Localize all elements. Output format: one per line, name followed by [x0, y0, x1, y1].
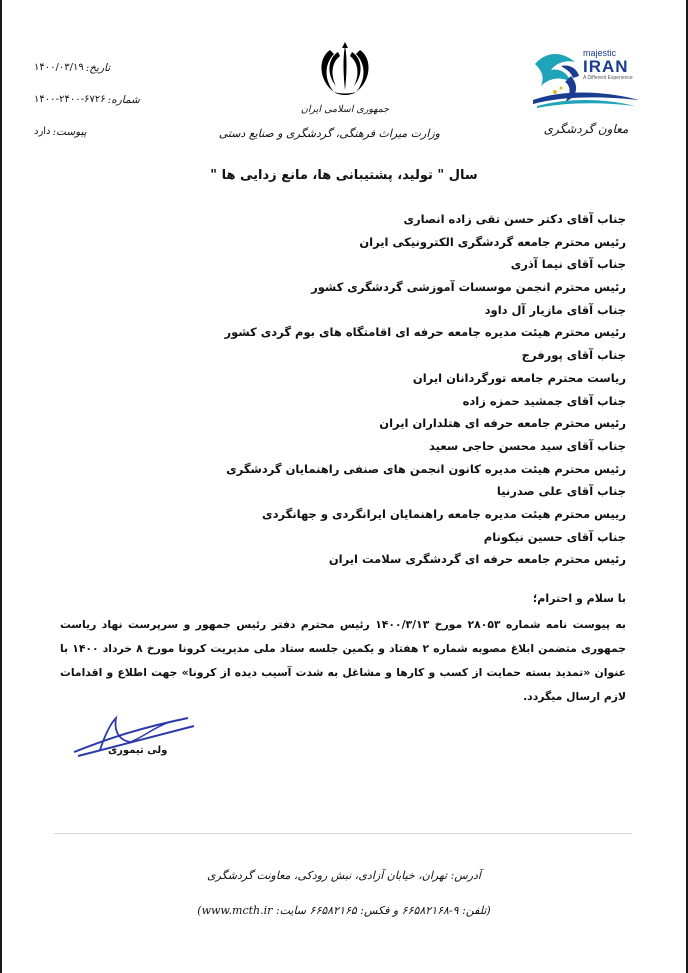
letter-body: به پیوست نامه شماره ۲۸۰۵۳ مورخ ۱۴۰۰/۳/۱۳ رئیس محترم دفتر رئیس جمهور و سرپرست نهاد ریاست جمهوری متضمن ابلاغ مصوبه شماره ۲ هفتاد و یکمین جلسه ستاد ملی مدیریت کرونا مورخ ۸ خرداد ۱۴۰۰ با عنوان «تمدید بسته حمایت از کسب و کارها و مشاغل به شدت آسیب دیده از کرونا» جهت اطلاع و اقدامات لازم ارسال میگردد.: [60, 618, 627, 703]
header-center: [218, 42, 440, 140]
recipient-line: ریاست محترم جامعه تورگردانان ایران: [412, 370, 626, 385]
brand-small-text: majestic: [583, 48, 617, 58]
signer-name: ولی تیموری: [108, 745, 168, 756]
handwritten-signature: [70, 712, 200, 772]
recipient-line: جناب آقای جمشید حمزه زاده: [462, 393, 626, 408]
recipient-line: رئیس محترم هیئت مدیره جامعه حرفه ای اقامتگاه های بوم گردی کشور: [224, 325, 626, 340]
recipient-list: [66, 208, 626, 571]
ministry-title: وزارت میراث فرهنگی، گردشگری و صنایع دستی: [218, 127, 440, 140]
year-slogan: سال " تولید، پشتیبانی ها، مانع زدایی ها ": [210, 168, 478, 183]
brand-wordmark: [583, 48, 633, 82]
header-right: [526, 42, 646, 136]
recipient-line: رییس محترم هیئت مدیره جامعه راهنمایان ایرانگردی و جهانگردی: [262, 506, 626, 521]
number-value: ۱۴۰۰-۲۴۰۰-۶۷۲۶: [34, 94, 106, 105]
recipient-line: جناب آقای پورفرج: [521, 348, 626, 363]
recipient-line: جناب آقای نیما آذری: [510, 257, 626, 272]
number-row: [34, 94, 154, 126]
date-row: [34, 62, 154, 94]
recipient-line: جناب آقای مازیار آل داود: [484, 302, 626, 317]
footer-address: آدرس: تهران، خیابان آزادی، نبش رودکی، معاونت گردشگری: [207, 869, 481, 882]
brand-big-text: IRAN: [583, 57, 629, 76]
recipient-line: جناب آقای علی صدرنیا: [496, 484, 626, 499]
recipient-line: جناب آقای سید محسن حاجی سعید: [429, 438, 626, 453]
date-value: ۱۴۰۰/۰۳/۱۹: [34, 62, 84, 73]
footer-divider: [54, 833, 632, 834]
attachment-value: دارد: [34, 126, 51, 137]
majestic-iran-logo: [531, 42, 641, 110]
recipient-line: رئیس محترم جامعه حرفه ای هتلداران ایران: [379, 416, 626, 431]
deputy-title: معاون گردشگری: [543, 122, 629, 136]
recipient-line: جناب آقای دکتر حسن تقی زاده انصاری: [403, 212, 626, 226]
attachment-label: پیوست:: [52, 126, 87, 138]
brand-tagline: A Different Experience: [583, 75, 633, 81]
date-label: تاریخ:: [85, 62, 111, 74]
recipient-line: رئیس محترم جامعه حرفه ای گردشگری سلامت ایران: [328, 552, 626, 567]
number-label: شماره:: [107, 94, 140, 106]
recipient-line: رئیس محترم هیئت مدیره کانون انجمن های صنفی راهنمایان گردشگری: [226, 461, 626, 476]
recipient-line: رئیس محترم انجمن موسسات آموزشی گردشگری کشور: [311, 280, 626, 295]
letter-meta: [34, 62, 154, 158]
recipient-line: رئیس محترم جامعه گردشگری الکترونیکی ایران: [359, 234, 626, 249]
attachment-row: [34, 126, 154, 158]
recipient-line: جناب آقای حسین نیکونام: [483, 529, 626, 544]
footer-contact: (تلفن: ۹-۶۶۵۸۲۱۶۸ و فکس: ۶۶۵۸۲۱۶۵ سایت: www.mcth.ir): [197, 904, 491, 917]
greeting: با سلام و احترام؛: [532, 592, 626, 605]
republic-title: جمهوری اسلامی ایران: [300, 104, 390, 115]
iran-emblem-icon: [250, 42, 440, 102]
